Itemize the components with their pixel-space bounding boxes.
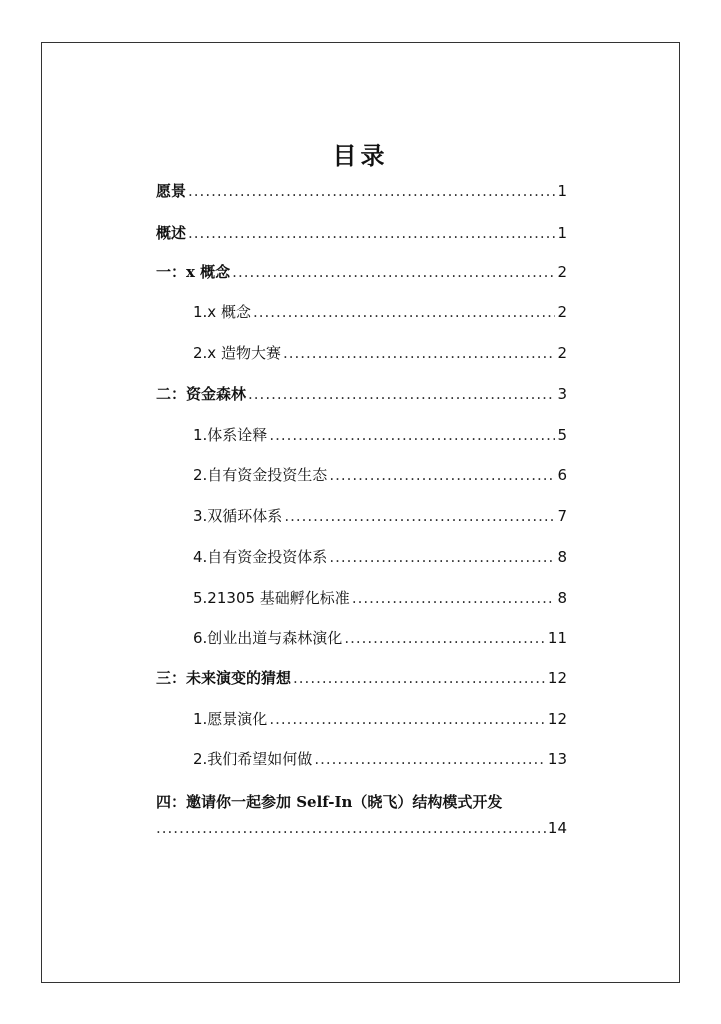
toc-page-number: 7 <box>557 507 567 525</box>
toc-entry-2-6[interactable] <box>193 628 567 648</box>
dot-leader <box>188 223 555 243</box>
toc-entry-overview[interactable] <box>156 223 567 243</box>
toc-page-number: 2 <box>557 344 567 362</box>
dot-leader <box>253 302 555 322</box>
toc-entry-2-2[interactable] <box>193 465 567 485</box>
toc-page-number: 1 <box>557 182 567 200</box>
toc-entry-1-1[interactable] <box>193 302 567 322</box>
toc-entry-2-1[interactable] <box>193 425 567 445</box>
toc-entry-label: 一：x 概念 <box>156 263 231 281</box>
toc-entry-label: 3.双循环体系 <box>193 507 283 525</box>
page-title: 目录 <box>332 141 389 170</box>
toc-entry-label: 概述 <box>156 224 187 242</box>
toc-entry-label: 二：资金森林 <box>156 385 247 403</box>
toc-page-number: 3 <box>557 385 567 403</box>
toc-page-number: 1 <box>557 224 567 242</box>
toc-entry-section-4-leader[interactable] <box>156 818 567 838</box>
toc-page-number: 11 <box>547 629 567 647</box>
toc-page-number: 2 <box>557 263 567 281</box>
toc-page-number: 12 <box>547 710 567 728</box>
toc-entry-label: 4.自有资金投资体系 <box>193 548 328 566</box>
toc-page-number: 14 <box>547 819 567 837</box>
toc-entry-section-4-label[interactable]: 四：邀请你一起参加 Self-In（晓飞）结构模式开发 <box>156 793 503 811</box>
dot-leader <box>283 343 555 363</box>
dot-leader <box>344 628 546 648</box>
toc-entry-label: 2.我们希望如何做 <box>193 750 313 768</box>
dot-leader <box>293 668 546 688</box>
dot-leader <box>284 506 555 526</box>
toc-page-number: 13 <box>547 750 567 768</box>
toc-entry-section-3[interactable] <box>156 668 567 688</box>
toc-entry-label: 1.x 概念 <box>193 303 251 321</box>
dot-leader <box>329 547 555 567</box>
toc-page-number: 8 <box>557 589 567 607</box>
dot-leader <box>269 425 555 445</box>
toc-entry-2-4[interactable] <box>193 547 567 567</box>
toc-entry-3-2[interactable] <box>193 749 567 769</box>
dot-leader <box>329 465 555 485</box>
dot-leader <box>352 588 556 608</box>
toc-entry-section-1[interactable] <box>156 262 567 282</box>
toc-entry-2-5[interactable] <box>193 588 567 608</box>
toc-entry-label: 5.21305 基础孵化标准 <box>193 589 350 607</box>
dot-leader <box>232 262 555 282</box>
toc-page-number: 12 <box>547 669 567 687</box>
toc-entry-1-2[interactable] <box>193 343 567 363</box>
toc-entry-2-3[interactable] <box>193 506 567 526</box>
toc-entry-vision[interactable] <box>156 181 567 201</box>
toc-page-number: 6 <box>557 466 567 484</box>
toc-entry-label: 三：未来演变的猜想 <box>156 669 292 687</box>
toc-entry-label: 1.愿景演化 <box>193 710 268 728</box>
dot-leader <box>314 749 546 769</box>
dot-leader <box>248 384 555 404</box>
toc-page-number: 2 <box>557 303 567 321</box>
dot-leader <box>188 181 555 201</box>
toc-entry-3-1[interactable] <box>193 709 567 729</box>
dot-leader <box>156 818 546 838</box>
toc-entry-label: 2.x 造物大赛 <box>193 344 281 362</box>
dot-leader <box>269 709 546 729</box>
toc-entry-label: 2.自有资金投资生态 <box>193 466 328 484</box>
toc-entry-label: 愿景 <box>156 182 187 200</box>
toc-entry-label: 6.创业出道与森林演化 <box>193 629 343 647</box>
toc-entry-section-2[interactable] <box>156 384 567 404</box>
toc-entry-label: 1.体系诠释 <box>193 426 268 444</box>
toc-page-number: 5 <box>557 426 567 444</box>
toc-page-number: 8 <box>557 548 567 566</box>
